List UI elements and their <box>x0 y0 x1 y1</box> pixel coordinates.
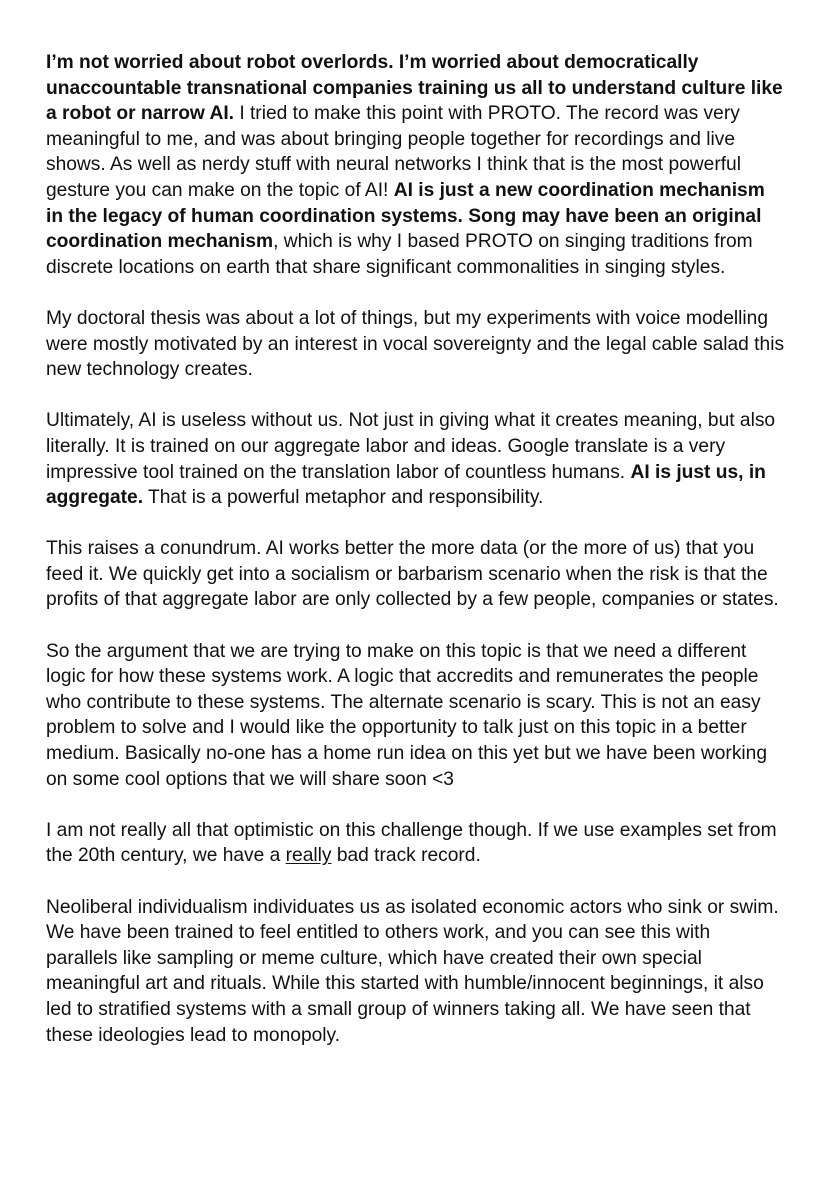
body-text: bad track record. <box>331 845 481 867</box>
body-text: Ultimately, AI is useless without us. Not just in giving what it creates meaning, but also literally. It is trained on our aggregate labor and ideas. Google translate is a very impressive tool trained on the translation labor of countless humans. <box>46 410 776 483</box>
body-text: I tried to make this point with PROTO. The record was very meaningful to me, and was about bringing people together for recordings and live shows. As well as nerdy stuff with neural networks I think that is the most powerful gesture you can make on the topic of AI! <box>46 103 741 201</box>
body-text: I am not really all that optimistic on this challenge though. If we use examples set from the 20th century, we have a <box>46 819 777 867</box>
paragraph-6 <box>46 818 786 869</box>
body-text: This raises a conundrum. AI works better the more data (or the more of us) that you feed it. We quickly get into a socialism or barbarism scenario when the risk is that the profits of that aggregate labor are only collected by a few people, companies or states. <box>46 538 779 611</box>
paragraph-4 <box>46 536 786 613</box>
paragraph-1 <box>46 50 786 280</box>
bold-text: AI is just a new coordination mechanism in the legacy of human coordination systems. Song may have been an original coordination mechanism <box>46 179 765 253</box>
underlined-text: really <box>285 845 332 867</box>
paragraph-3 <box>46 408 786 510</box>
bold-text: I’m not worried about robot overlords. I’m worried about democratically unaccountable transnational companies training us all to understand culture like a robot or narrow AI. <box>46 52 783 125</box>
body-text: That is a powerful metaphor and responsibility. <box>143 487 544 509</box>
body-text: My doctoral thesis was about a lot of things, but my experiments with voice modelling were mostly motivated by an interest in vocal sovereignty and the legal cable salad this new technology creates. <box>46 307 785 381</box>
document-body <box>46 50 786 1048</box>
body-text: So the argument that we are trying to make on this topic is that we need a different logic for how these systems work. A logic that accredits and remunerates the people who contribute to these systems. The alternate scenario is scary. This is not an easy problem to solve and I would like the opportunity to talk just on this topic in a better medium. Basically no-one has a home run idea on this yet but we have been working on some cool options that we will share soon <3 <box>46 640 768 790</box>
bold-text: AI is just us, in aggregate. <box>46 461 766 509</box>
body-text: , which is why I based PROTO on singing traditions from discrete locations on earth that share significant commonalities in singing styles. <box>46 231 753 278</box>
paragraph-5 <box>46 639 786 793</box>
paragraph-7 <box>46 895 786 1049</box>
body-text: Neoliberal individualism individuates us as isolated economic actors who sink or swim. We have been trained to feel entitled to others work, and you can see this with parallels like sampling or meme culture, which have created their own special meaningful art and rituals. While this started with humble/innocent beginnings, it also led to stratified systems with a small group of winners taking all. We have seen that these ideologies lead to monopoly. <box>46 896 779 1046</box>
paragraph-2 <box>46 306 786 383</box>
